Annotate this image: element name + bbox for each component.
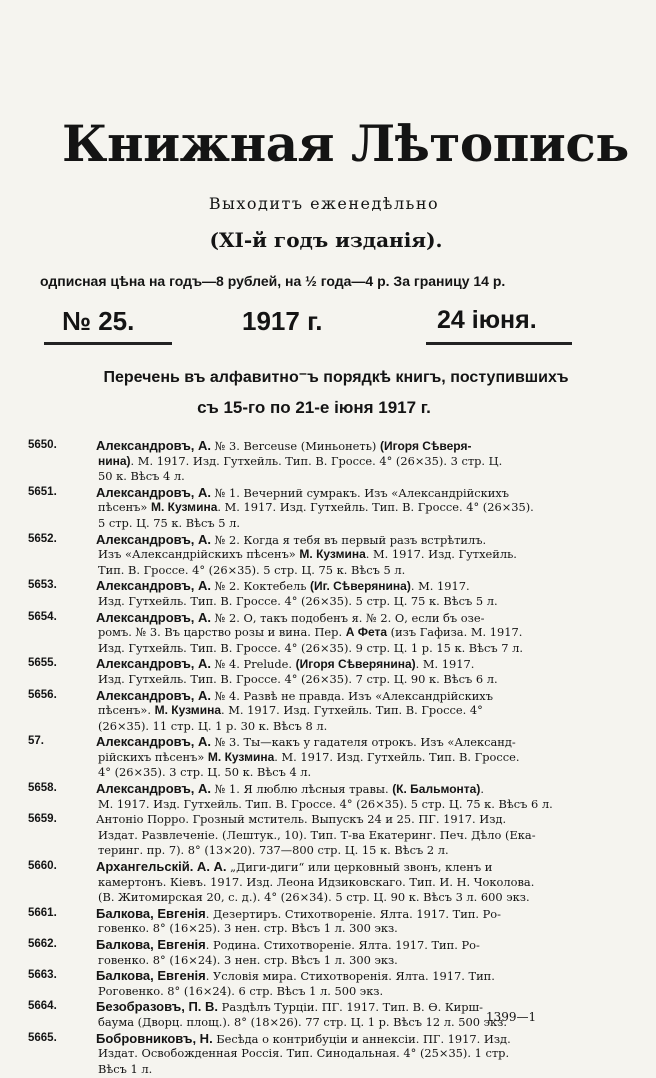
entry-line	[98, 500, 580, 516]
entry-text: Тип. В. Гроссе. 4° (26×35). 5 стр. Ц. 75 к. Вѣсъ 5 л.	[98, 562, 406, 577]
entry-text: говенко. 8° (16×25). 3 нен. стр. Вѣсъ 1 л. 300 экз.	[98, 921, 398, 936]
entry-line	[96, 578, 580, 594]
entry-text: (В. Житомирская 20, с. д.). 4° (26×34). 5 стр. Ц. 90 к. Вѣсъ 3 л. 600 экз.	[98, 890, 530, 905]
entry-line	[96, 532, 580, 548]
entry-text: . Дезертиръ. Стихотвореніе. Ялта. 1917. Тип. Ро-	[205, 906, 502, 921]
entry-text: Антоніо Порро. Грозный мститель. Выпускъ 24 и 25. ПГ. 1917. Изд.	[96, 812, 507, 827]
entry-text: баума (Дворц. площ.). 8° (18×26). 77 стр. Ц. 1 р. Вѣсъ 12 л. 500 экз.	[98, 1014, 507, 1029]
entry-text: .	[480, 782, 484, 797]
entry-number: 5650.	[28, 439, 57, 451]
entry-text: № 4. Prelude.	[211, 657, 296, 672]
entry-line	[98, 594, 580, 610]
entry-author: Александровъ, А.	[96, 734, 212, 750]
entry-author: Бобровниковъ, Н.	[96, 1030, 213, 1046]
entry-text: Изд. Гутхейль. Тип. В. Гроссе. 4° (26×35). 5 стр. Ц. 75 к. Вѣсъ 5 л.	[98, 593, 498, 608]
bibliographic-entry	[28, 859, 580, 906]
entry-text: . М. 1917. Изд. Гутхейль. Тип. В. Гроссе. 4°	[221, 703, 483, 718]
year-of-issue: (XI-й годъ изданія).	[209, 228, 443, 252]
entry-text: Издат. Освобожденная Россія. Тип. Синодальная. 4° (25×35). 1 стр.	[98, 1046, 510, 1061]
entry-line	[98, 765, 580, 781]
entry-text: „Диги-диги“ или церковный звонъ, кленъ и	[226, 860, 493, 875]
entry-line	[96, 812, 580, 828]
bibliographic-entry	[28, 656, 580, 687]
entry-text: № 3. Ты—какъ у гадателя отрокъ. Изъ «Александ-	[211, 735, 516, 750]
entry-line	[96, 937, 580, 953]
entry-author: Александровъ, А.	[96, 781, 212, 797]
entry-line	[98, 719, 580, 735]
entry-line	[98, 890, 580, 906]
entry-line	[96, 1031, 580, 1047]
entry-line	[96, 438, 580, 454]
issue-date: 24 іюня.	[437, 306, 537, 334]
entry-line	[96, 781, 580, 797]
entry-text: Роговенко. 8° (16×24). 6 стр. Вѣсъ 1 л. 500 экз.	[98, 983, 384, 998]
entry-author: Балкова, Евгенія	[96, 937, 206, 952]
entry-author: Архангельскій. А. А.	[96, 859, 227, 875]
entry-text: . М. 1917.	[415, 657, 475, 672]
entry-author: Безобразовъ, П. В.	[96, 999, 219, 1015]
entry-text: Изъ «Александрійскихъ пѣсенъ»	[98, 547, 300, 562]
entry-line	[98, 469, 580, 485]
entry-text: № 2. Когда я тебя въ первый разъ встрѣтилъ.	[211, 532, 487, 547]
bibliographic-entry	[28, 531, 580, 579]
entry-line	[96, 688, 580, 704]
entry-text: 4° (26×35). 3 стр. Ц. 50 к. Вѣсъ 4 л.	[98, 765, 312, 780]
rule-right	[426, 342, 572, 345]
entry-number: 5655.	[28, 657, 57, 670]
entry-text: Вѣсъ 1 л.	[98, 1061, 153, 1076]
periodicity-line: Выходитъ еженедѣльно	[208, 194, 440, 213]
entry-emphasis: М. Кузмина	[299, 547, 366, 562]
entry-emphasis: М. Кузмина	[151, 500, 218, 515]
subscription-price: одписная цѣна на годъ—8 рублей, на ½ года—4 р. За границу 14 р.	[40, 273, 506, 289]
entry-text: теринг. пр. 7). 8° (13×20). 737—800 стр. Ц. 15 к. Вѣсъ 2 л.	[98, 843, 449, 858]
entry-line	[98, 953, 580, 969]
issue-year: 1917 г.	[242, 306, 323, 336]
entry-text: . Условія мира. Стихотворенія. Ялта. 1917. Тип.	[205, 969, 495, 984]
bibliographic-entry	[28, 812, 580, 859]
entry-emphasis: А Фета	[345, 625, 388, 640]
entry-number: 5660.	[28, 860, 57, 873]
bibliographic-entry	[28, 734, 580, 781]
rule-left	[44, 342, 172, 345]
entry-line	[98, 672, 580, 688]
entry-emphasis: (Иг. Сѣверянина)	[310, 579, 411, 594]
entry-line	[96, 906, 580, 922]
entry-text: пѣсенъ».	[98, 703, 155, 718]
masthead-title: Книжная Лѣтопись	[62, 114, 629, 173]
entry-author: Александровъ, А.	[96, 438, 212, 453]
entry-number: 5654.	[28, 610, 57, 623]
entry-line	[96, 656, 580, 672]
entry-line	[96, 968, 580, 984]
entry-number: 57.	[28, 735, 44, 748]
bibliographic-entry	[28, 484, 580, 532]
entry-author: Александровъ, А.	[96, 687, 212, 703]
intro-line-2: съ 15-го по 21-е іюня 1917 г.	[197, 398, 431, 417]
entry-text: . М. 1917. Изд. Гутхейль. Тип. В. Гроссе. 4° (26×35).	[217, 500, 534, 515]
entry-number: 5652.	[28, 532, 57, 545]
page-footer-number: 1399—1	[486, 1010, 537, 1024]
entry-number: 5664.	[28, 1000, 57, 1013]
entry-line	[98, 750, 580, 766]
entry-text: Издат. Развлеченіе. (Лештук., 10). Тип. Т-ва Екатеринг. Печ. Дѣло (Ека-	[98, 827, 536, 842]
bibliographic-entry	[28, 438, 580, 485]
entry-line	[98, 516, 580, 532]
entry-author: Александровъ, А.	[96, 578, 212, 594]
entry-number: 5651.	[28, 485, 57, 498]
bibliographic-entry	[28, 968, 580, 999]
entry-line	[98, 625, 580, 641]
entry-text: . М. 1917.	[410, 579, 470, 594]
bibliographic-entry	[28, 578, 580, 609]
entry-number: 5665.	[28, 1031, 57, 1044]
entry-text: (изъ Гафиза. М. 1917.	[387, 625, 523, 640]
issue-number: № 25.	[62, 306, 135, 336]
entry-text: рійскихъ пѣсенъ»	[98, 749, 208, 764]
entry-text: № 1. Я люблю лѣсныя травы.	[211, 782, 393, 797]
entry-line	[96, 734, 580, 750]
entry-line	[98, 984, 580, 1000]
entry-text: (26×35). 11 стр. Ц. 1 р. 30 к. Вѣсъ 8 л.	[98, 718, 328, 733]
entry-text: Бесѣда о контрибуціи и аннексіи. ПГ. 1917. Изд.	[212, 1031, 511, 1046]
entry-line	[98, 828, 580, 844]
entry-list	[0, 438, 656, 1077]
entry-text: Изд. Гутхейль. Тип. В. Гроссе. 4° (26×35). 7 стр. Ц. 90 к. Вѣсъ 6 л.	[98, 671, 498, 686]
bibliographic-entry	[28, 905, 580, 937]
entry-emphasis: (К. Бальмонта)	[392, 782, 481, 797]
intro-line-1: Перечень въ алфавитно⁻ъ порядкѣ книгъ, поступившихъ	[103, 369, 569, 386]
entry-emphasis: М. Кузмина	[207, 749, 275, 764]
bibliographic-entry	[28, 937, 580, 968]
entry-line	[98, 1062, 580, 1078]
entry-text: № 2. Коктебель	[211, 579, 311, 594]
entry-author: Александровъ, А.	[96, 531, 212, 547]
entry-line	[98, 1046, 580, 1062]
entry-text: Изд. Гутхейль. Тип. В. Гроссе. 4° (26×35). 9 стр. Ц. 1 р. 15 к. Вѣсъ 7 л.	[98, 640, 524, 655]
entry-text: М. 1917. Изд. Гутхейль. Тип. В. Гроссе. 4° (26×35). 5 стр. Ц. 75 к. Вѣсъ 6 л.	[98, 796, 553, 811]
entry-line	[98, 563, 580, 579]
entry-line	[96, 485, 580, 501]
entry-emphasis: нина)	[98, 453, 131, 468]
entry-text: пѣсенъ»	[98, 500, 152, 515]
entry-line	[98, 547, 580, 563]
entry-number: 5659.	[28, 813, 57, 826]
bibliographic-entry	[28, 609, 580, 657]
entry-line	[98, 454, 580, 470]
entry-author: Александровъ, А.	[96, 484, 212, 500]
entry-number: 5656.	[28, 688, 57, 701]
entry-number: 5653.	[28, 579, 57, 592]
entry-emphasis: (Игоря Сѣверянина)	[295, 657, 416, 672]
entry-text: 50 к. Вѣсъ 4 л.	[98, 469, 185, 484]
entry-text: камертонъ. Кіевъ. 1917. Изд. Леона Идзиковскаго. Тип. И. Н. Чоколова.	[98, 874, 535, 889]
entry-text: 5 стр. Ц. 75 к. Вѣсъ 5 л.	[98, 515, 240, 530]
entry-text: № 4. Развѣ не правда. Изъ «Александрійскихъ	[211, 688, 493, 703]
entry-number: 5662.	[28, 938, 57, 950]
entry-text: . М. 1917. Изд. Гутхейль. Тип. В. Гроссе.	[274, 749, 520, 764]
entry-emphasis: М. Кузмина	[154, 703, 221, 718]
entry-line	[98, 843, 580, 859]
entry-emphasis: (Игоря Сѣверя-	[380, 439, 472, 453]
entry-text: № 1. Вечерний сумракъ. Изъ «Александрійскихъ	[211, 485, 509, 500]
entry-author: Балкова, Евгенія	[96, 905, 206, 921]
entry-text: ромъ. № 3. Въ царство розы и вина. Пер.	[98, 625, 346, 640]
entry-text: . М. 1917. Изд. Гутхейль.	[365, 547, 517, 562]
entry-number: 5661.	[28, 906, 57, 919]
entry-text: № 3. Berceuse (Миньонеть)	[211, 439, 380, 453]
entry-author: Александровъ, А.	[96, 656, 212, 672]
bibliographic-entry	[28, 687, 580, 735]
entry-line	[98, 921, 580, 937]
entry-line	[96, 610, 580, 626]
entry-number: 5663.	[28, 969, 57, 982]
entry-line	[98, 641, 580, 657]
bibliographic-entry	[28, 1030, 580, 1078]
entry-line	[96, 859, 580, 875]
entry-line	[98, 875, 580, 891]
entry-text: говенко. 8° (16×24). 3 нен. стр. Вѣсъ 1 л. 300 экз.	[98, 952, 398, 967]
entry-number: 5658.	[28, 782, 57, 795]
entry-author: Александровъ, А.	[96, 609, 212, 625]
entry-text: № 2. О, такъ подобенъ я. № 2. О, если бъ озе-	[211, 610, 485, 625]
entry-text: . Родина. Стихотвореніе. Ялта. 1917. Тип. Ро-	[205, 938, 480, 952]
bibliographic-entry	[28, 781, 580, 812]
entry-text: . М. 1917. Изд. Гутхейль. Тип. В. Гроссе. 4° (26×35). 3 стр. Ц.	[130, 453, 503, 468]
entry-line	[98, 797, 580, 813]
entry-author: Балкова, Евгенія	[96, 968, 206, 984]
entry-text: Раздѣлъ Турціи. ПГ. 1917. Тип. В. Ѳ. Кирш-	[218, 1000, 483, 1015]
entry-line	[98, 703, 580, 719]
